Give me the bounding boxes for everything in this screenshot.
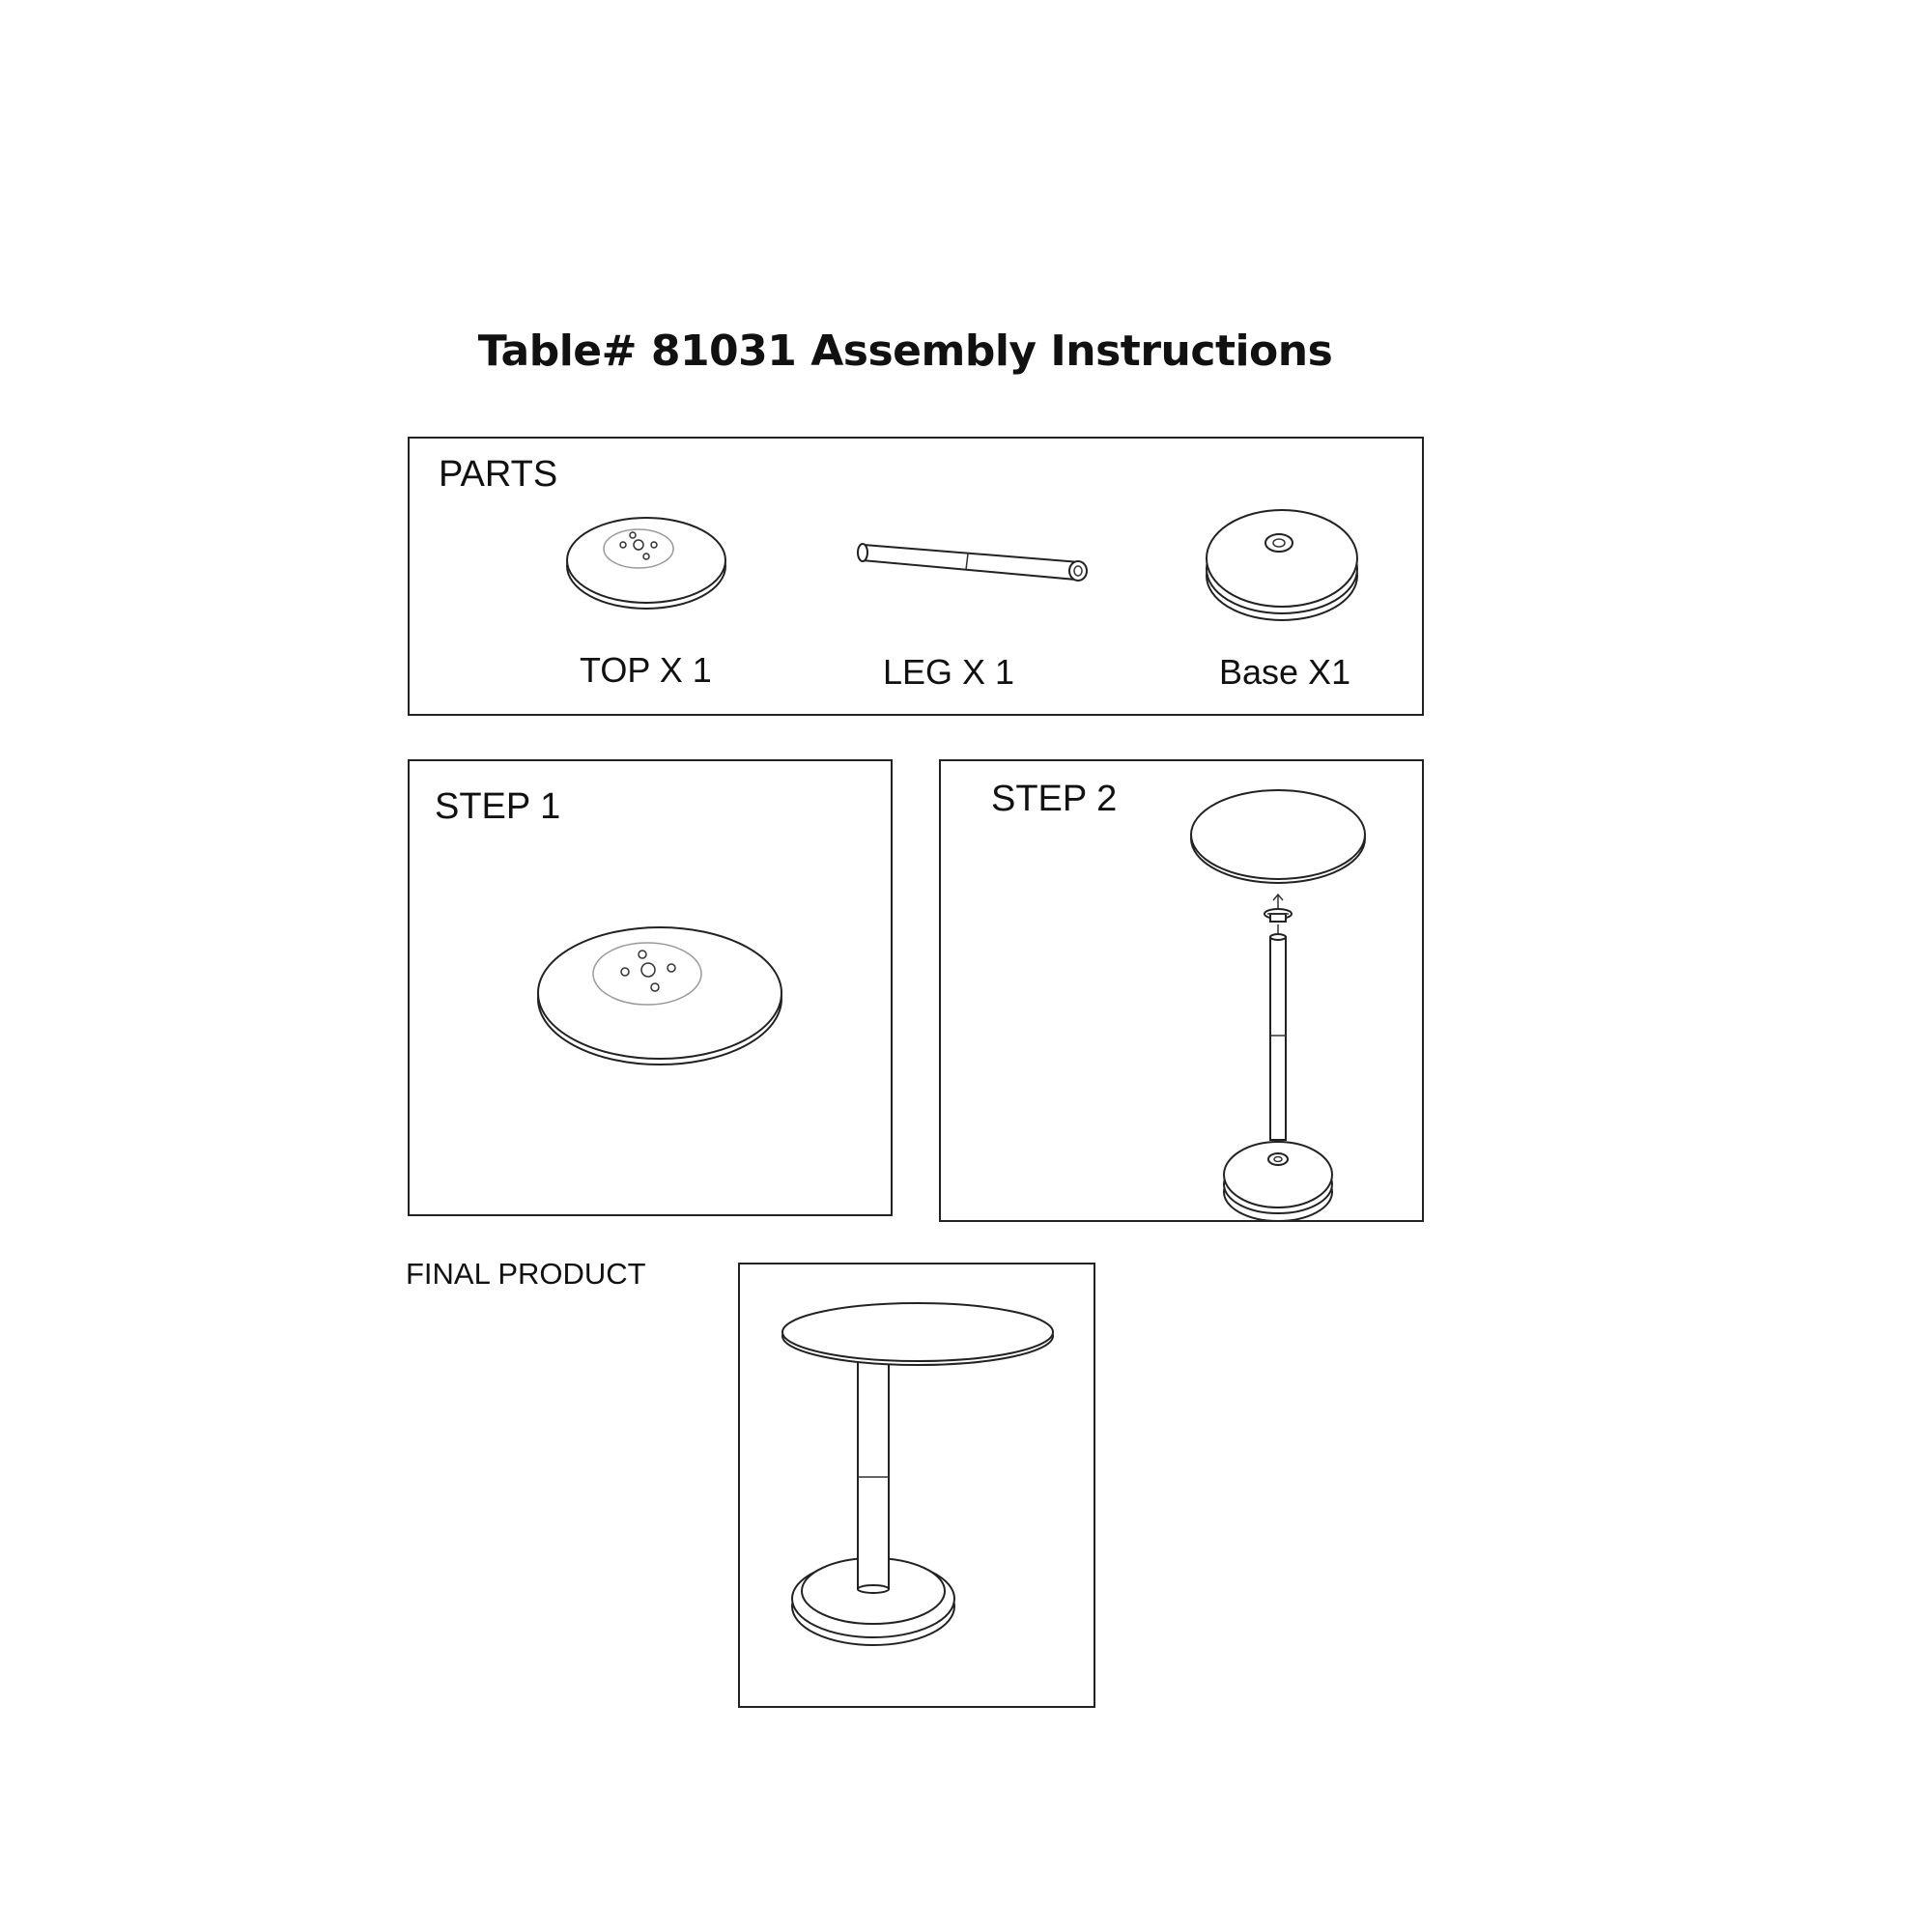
base-part-label: Base X1: [1219, 652, 1351, 692]
parts-heading: PARTS: [439, 454, 558, 495]
base-part-illustration: [1200, 497, 1364, 627]
step2-heading: STEP 2: [991, 779, 1118, 819]
page-title: Table# 81031 Assembly Instructions: [477, 327, 1333, 376]
step1-heading: STEP 1: [435, 786, 561, 827]
step2-exploded-assembly-illustration: [1192, 788, 1376, 1204]
leg-part-label: LEG X 1: [883, 652, 1015, 692]
top-part-label: TOP X 1: [580, 650, 712, 690]
leg-part-illustration: [854, 535, 1095, 593]
table-top-part-illustration: [559, 506, 733, 617]
final-table-illustration: [781, 1303, 1056, 1680]
step1-table-top-illustration: [533, 916, 786, 1070]
step1-panel: [408, 759, 893, 1216]
step2-panel: [939, 759, 1424, 1222]
final-product-panel: [738, 1263, 1095, 1708]
final-product-label: FINAL PRODUCT: [406, 1257, 646, 1291]
parts-panel: [408, 437, 1424, 716]
